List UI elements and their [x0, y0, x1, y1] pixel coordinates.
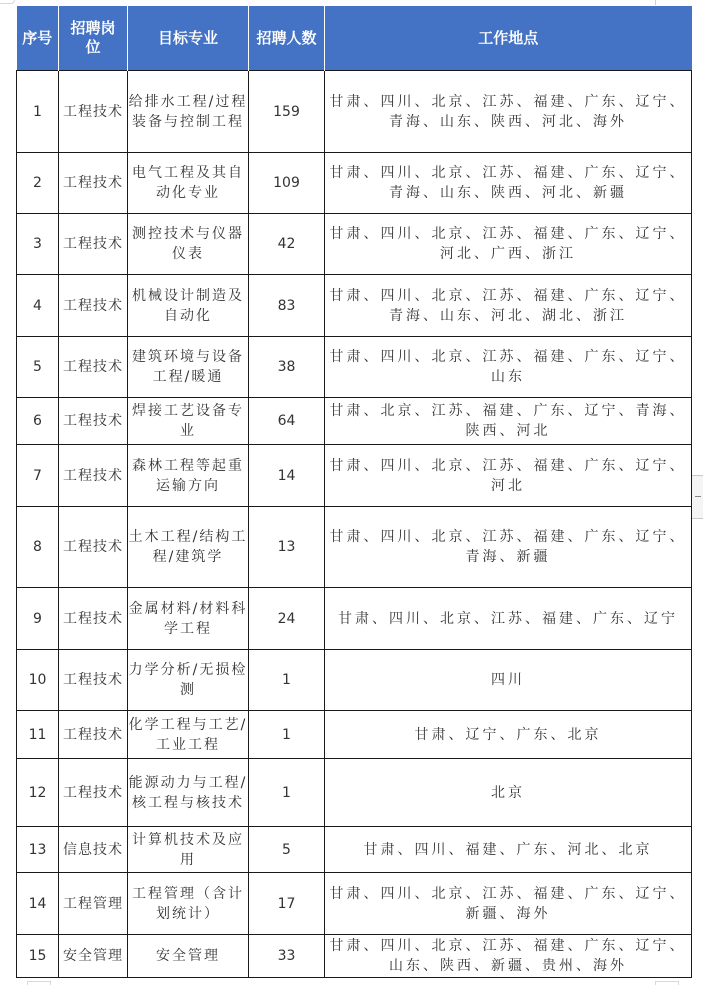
header-position-label: 招聘岗位: [70, 19, 116, 56]
cell-count: 13: [249, 507, 325, 588]
cell-count: 14: [249, 445, 325, 507]
cell-no: 12: [17, 759, 59, 827]
cell-no: 10: [17, 650, 59, 711]
table-row: [17, 507, 692, 588]
cell-position: 工程技术: [59, 337, 128, 398]
table-row: [17, 935, 692, 978]
cell-position: 工程技术: [59, 275, 128, 337]
cell-position: 工程技术: [59, 507, 128, 588]
cell-location: 甘肃、北京、江苏、福建、广东、辽宁、青海、陕西、河北: [325, 398, 692, 445]
cell-major: 力学分析/无损检测: [128, 650, 249, 711]
table-row: [17, 827, 692, 873]
cell-count: 42: [249, 214, 325, 275]
cell-no: 4: [17, 275, 59, 337]
cell-major: 焊接工艺设备专业: [128, 398, 249, 445]
table-row: [17, 214, 692, 275]
cell-no: 6: [17, 398, 59, 445]
cell-major: 建筑环境与设备工程/暖通: [128, 337, 249, 398]
window-edge-fragment: [655, 981, 679, 985]
table-row: [17, 398, 692, 445]
cell-location: 北京: [325, 759, 692, 827]
header-major: 目标专业: [128, 6, 249, 71]
cell-major: 安全管理: [128, 935, 249, 978]
cell-location: 甘肃、四川、北京、江苏、福建、广东、辽宁、青海、山东、陕西、河北、海外: [325, 71, 692, 153]
cell-location: 甘肃、四川、北京、江苏、福建、广东、辽宁、青海、新疆: [325, 507, 692, 588]
cell-no: 15: [17, 935, 59, 978]
cell-no: 8: [17, 507, 59, 588]
cell-position: 工程技术: [59, 588, 128, 650]
table-row: [17, 153, 692, 214]
cell-location: 甘肃、四川、北京、江苏、福建、广东、辽宁、新疆、海外: [325, 873, 692, 935]
header-count: 招聘人数: [249, 6, 325, 71]
window-edge-fragment: [655, 0, 656, 5]
table-row: [17, 337, 692, 398]
cell-major: 机械设计制造及自动化: [128, 275, 249, 337]
cell-count: 33: [249, 935, 325, 978]
table-row: [17, 759, 692, 827]
cell-major: 森林工程等起重运输方向: [128, 445, 249, 507]
cell-major: 计算机技术及应用: [128, 827, 249, 873]
cell-count: 38: [249, 337, 325, 398]
cell-major: 能源动力与工程/核工程与核技术: [128, 759, 249, 827]
table-row: [17, 275, 692, 337]
cell-no: 1: [17, 71, 59, 153]
cell-major: 测控技术与仪器仪表: [128, 214, 249, 275]
cell-count: 17: [249, 873, 325, 935]
cell-count: 1: [249, 711, 325, 759]
scroll-handle[interactable]: [692, 475, 703, 519]
cell-location: 甘肃、四川、北京、江苏、福建、广东、辽宁、河北: [325, 445, 692, 507]
table-header-row: [17, 6, 692, 71]
cell-count: 5: [249, 827, 325, 873]
table-row: [17, 445, 692, 507]
cell-position: 工程技术: [59, 214, 128, 275]
cell-count: 64: [249, 398, 325, 445]
cell-no: 3: [17, 214, 59, 275]
window-edge-fragment: [0, 0, 15, 4]
header-position: [59, 6, 128, 71]
cell-major: 给排水工程/过程装备与控制工程: [128, 71, 249, 153]
cell-no: 5: [17, 337, 59, 398]
table-row: [17, 71, 692, 153]
window-edge-fragment: [27, 981, 51, 985]
cell-location: 甘肃、辽宁、广东、北京: [325, 711, 692, 759]
cell-no: 2: [17, 153, 59, 214]
table-row: [17, 588, 692, 650]
cell-position: 工程技术: [59, 759, 128, 827]
cell-position: 工程技术: [59, 71, 128, 153]
cell-location: 甘肃、四川、北京、江苏、福建、广东、辽宁、青海、山东、陕西、河北、新疆: [325, 153, 692, 214]
cell-location: 甘肃、四川、福建、广东、河北、北京: [325, 827, 692, 873]
cell-major: 金属材料/材料科学工程: [128, 588, 249, 650]
cell-count: 24: [249, 588, 325, 650]
cell-position: 工程技术: [59, 153, 128, 214]
cell-major: 工程管理（含计划统计）: [128, 873, 249, 935]
cell-major: 电气工程及其自动化专业: [128, 153, 249, 214]
cell-location: 甘肃、四川、北京、江苏、福建、广东、辽宁、青海、山东、河北、湖北、浙江: [325, 275, 692, 337]
header-location: 工作地点: [325, 6, 692, 71]
cell-count: 1: [249, 759, 325, 827]
cell-no: 7: [17, 445, 59, 507]
table-row: [17, 873, 692, 935]
table-row: [17, 650, 692, 711]
header-no: 序号: [17, 6, 59, 71]
cell-no: 13: [17, 827, 59, 873]
table-row: [17, 711, 692, 759]
cell-no: 11: [17, 711, 59, 759]
cell-position: 信息技术: [59, 827, 128, 873]
cell-position: 工程技术: [59, 650, 128, 711]
cell-location: 甘肃、四川、北京、江苏、福建、广东、辽宁、山东: [325, 337, 692, 398]
cell-major: 化学工程与工艺/工业工程: [128, 711, 249, 759]
cell-location: 甘肃、四川、北京、江苏、福建、广东、辽宁、山东、陕西、新疆、贵州、海外: [325, 935, 692, 978]
cell-count: 109: [249, 153, 325, 214]
cell-position: 工程技术: [59, 445, 128, 507]
recruitment-table: [16, 6, 692, 978]
cell-location: 四川: [325, 650, 692, 711]
cell-location: 甘肃、四川、北京、江苏、福建、广东、辽宁: [325, 588, 692, 650]
cell-count: 159: [249, 71, 325, 153]
cell-no: 9: [17, 588, 59, 650]
cell-location: 甘肃、四川、北京、江苏、福建、广东、辽宁、河北、广西、浙江: [325, 214, 692, 275]
cell-position: 工程技术: [59, 711, 128, 759]
cell-count: 83: [249, 275, 325, 337]
cell-position: 工程管理: [59, 873, 128, 935]
cell-count: 1: [249, 650, 325, 711]
cell-position: 安全管理: [59, 935, 128, 978]
cell-no: 14: [17, 873, 59, 935]
cell-position: 工程技术: [59, 398, 128, 445]
cell-major: 土木工程/结构工程/建筑学: [128, 507, 249, 588]
